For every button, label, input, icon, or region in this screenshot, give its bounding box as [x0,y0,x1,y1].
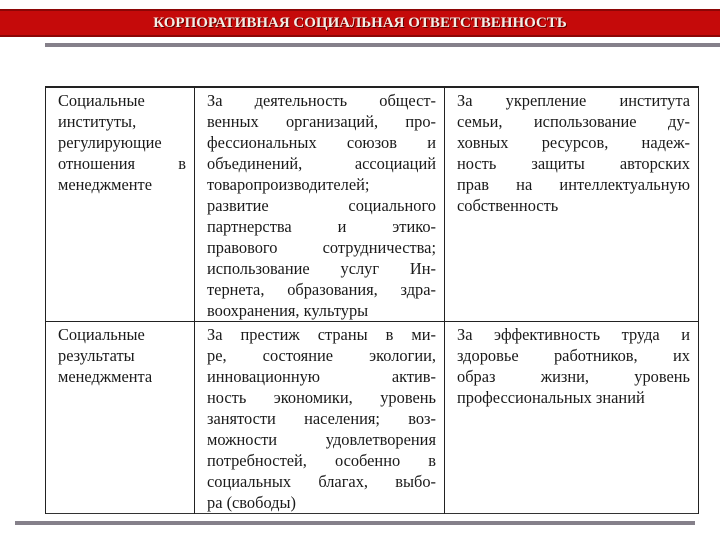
csr-table [45,86,699,514]
cell-line: фессиональных союзов и [207,133,436,152]
cell-line: ра (свободы) [207,493,296,512]
cell-line: менеджмента [58,367,153,386]
cell-line: ность защиты авторских [457,154,690,173]
cell-line: инновационную актив- [207,367,436,386]
table-cell-description [445,87,699,322]
top-divider-rule [45,43,720,47]
table-cell-description [195,87,445,322]
cell-line: семьи, использование ду- [457,112,690,131]
cell-line: отношения в [58,154,186,173]
cell-line: занятости населения; воз- [207,409,436,428]
cell-line: За эффективность труда и [457,325,690,344]
cell-line: тернета, образования, здра- [207,280,436,299]
cell-line: ре, состояние экологии, [207,346,436,365]
cell-line: правового сотрудничества; [207,238,436,257]
bottom-divider-rule [15,521,695,525]
cell-line: использование услуг Ин- [207,259,436,278]
cell-line: венных организаций, про- [207,112,436,131]
cell-line: ность экономики, уровень [207,388,436,407]
cell-line: менеджменте [58,175,152,194]
cell-line: развитие социального [207,196,436,215]
table-cell-description [445,322,699,514]
cell-line: За укрепление института [457,91,690,110]
cell-line: институты, [58,112,137,131]
cell-line: здоровье работников, их [457,346,690,365]
page-title: КОРПОРАТИВНАЯ СОЦИАЛЬНАЯ ОТВЕТСТВЕННОСТЬ [153,14,567,31]
cell-line: объединений, ассоциаций [207,154,436,173]
title-bar [0,9,720,37]
cell-line: партнерства и этико- [207,217,436,236]
cell-line: социальных благах, выбо- [207,472,436,491]
cell-line: Социальные [58,91,145,110]
table-cell-description [195,322,445,514]
cell-line: ховных ресурсов, надеж- [457,133,690,152]
cell-line: потребностей, особенно в [207,451,436,470]
cell-line: Социальные [58,325,145,344]
table-row [46,87,699,322]
cell-line: товаропроизводителей; [207,175,370,194]
cell-line: За престиж страны в ми- [207,325,436,344]
table-cell-category [46,87,195,322]
cell-line: результаты [58,346,135,365]
cell-line: можности удовлетворения [207,430,436,449]
cell-line: образ жизни, уровень [457,367,690,386]
cell-line: воохранения, культуры [207,301,369,320]
table-cell-category [46,322,195,514]
cell-line: За деятельность общест- [207,91,436,110]
cell-line: регулирующие [58,133,162,152]
cell-line: профессиональных знаний [457,388,645,407]
cell-line: собственность [457,196,559,215]
cell-line: прав на интеллектуальную [457,175,690,194]
table-row [46,322,699,514]
